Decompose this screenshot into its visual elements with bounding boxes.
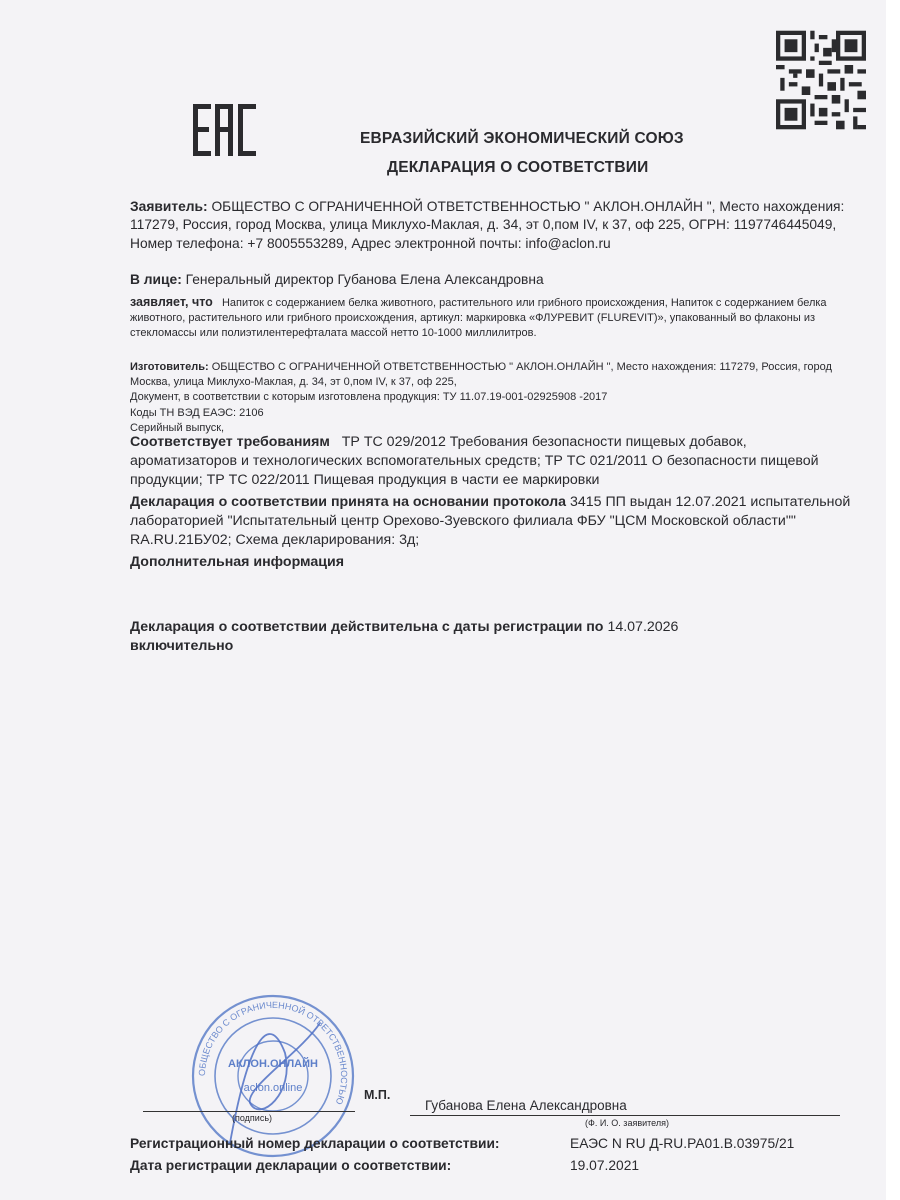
basis-text: 3415 ПП выдан 12.07.2021 испытательной лабораторией "Испытательный центр Орехово-Зуевского филиала ФБУ "ЦСМ Московской области"" RA.RU.21БУ02; Схема декларирования: 3д; bbox=[130, 494, 851, 548]
conforms-label: Соответствует требованиям bbox=[130, 434, 330, 450]
registration-number: ЕАЭС N RU Д-RU.РА01.В.03975/21 bbox=[570, 1136, 795, 1151]
declares-label: заявляет, что bbox=[130, 295, 213, 309]
person-label: В лице: bbox=[130, 272, 182, 287]
signature-caption: (подпись) bbox=[232, 1113, 273, 1123]
applicant-text: ОБЩЕСТВО С ОГРАНИЧЕННОЙ ОТВЕТСТВЕННОСТЬЮ " АКЛОН.ОНЛАЙН ", Место нахождения: 117279, Россия, город Москва, улица Миклухо-Маклая, д. 34, эт 0,пом IV, к 37, оф 225, ОГРН: 1197746445049, Номер телефона: +7 8005553289, Адрес электронной почты: info@aclon.ru bbox=[130, 199, 845, 251]
stamp-outer-text: ОБЩЕСТВО С ОГРАНИЧЕННОЙ ОТВЕТСТВЕННОСТЬЮ bbox=[196, 999, 350, 1106]
conforms-section bbox=[130, 433, 855, 490]
signature-line bbox=[143, 1111, 355, 1112]
applicant-section bbox=[130, 198, 855, 253]
additional-info-label: Дополнительная информация bbox=[130, 554, 344, 570]
eac-mark-icon bbox=[193, 100, 257, 160]
registration-date: 19.07.2021 bbox=[570, 1158, 640, 1173]
name-caption: (Ф. И. О. заявителя) bbox=[585, 1118, 669, 1128]
manufacturer-document: Документ, в соответствии с которым изготовлена продукция: ТУ 11.07.19-001-02925908 -2017 bbox=[130, 391, 608, 404]
stamp-inner-site: aclon.online bbox=[243, 1082, 303, 1094]
name-line bbox=[410, 1115, 840, 1116]
mp-label: М.П. bbox=[364, 1088, 391, 1102]
manufacturer-codes: Коды ТН ВЭД ЕАЭС: 2106 bbox=[130, 406, 264, 419]
manufacturer-section bbox=[130, 360, 855, 436]
manufacturer-label: Изготовитель: bbox=[130, 361, 209, 373]
document-title: ДЕКЛАРАЦИЯ О СООТВЕТСТВИИ bbox=[387, 159, 649, 176]
person-text: Генеральный директор Губанова Елена Александровна bbox=[185, 272, 544, 287]
applicant-label: Заявитель: bbox=[130, 199, 208, 214]
manufacturer-text: ОБЩЕСТВО С ОГРАНИЧЕННОЙ ОТВЕТСТВЕННОСТЬЮ " АКЛОН.ОНЛАЙН ", Место нахождения: 117279, Россия, город Москва, улица Миклухо-Маклая, д. 34, эт 0,пом IV, к 37, оф 225, bbox=[130, 361, 832, 389]
union-title: ЕВРАЗИЙСКИЙ ЭКОНОМИЧЕСКИЙ СОЮЗ bbox=[360, 130, 684, 147]
declares-section bbox=[130, 295, 855, 342]
validity-date: 14.07.2026 bbox=[607, 619, 679, 635]
basis-label: Декларация о соответствии принята на основании протокола bbox=[130, 494, 567, 510]
declares-text: Напиток с содержанием белка животного, растительного или грибного происхождения, Напиток с содержанием белка животного, растительного или грибного происхождения, артикул: маркировка «ФЛУРЕВИТ (FLUREVIT)», упакованный во флаконы из стекломассы или полиэтилентерефталата массой нетто 10-1000 миллилитров. bbox=[130, 297, 827, 340]
manufacturer-serial: Серийный выпуск, bbox=[130, 421, 225, 434]
conforms-text: ТР ТС 029/2012 Требования безопасности пищевых добавок, ароматизаторов и технологических вспомогательных средств; ТР ТС 021/2011 О безопасности пищевой продукции; ТР ТС 022/2011 Пищевая продукция в части ее маркировки bbox=[130, 434, 819, 488]
registration-number-label: Регистрационный номер декларации о соответствии: bbox=[130, 1136, 500, 1151]
registration-date-label: Дата регистрации декларации о соответствии: bbox=[130, 1158, 452, 1173]
qr-code-icon bbox=[776, 30, 866, 130]
applicant-name: Губанова Елена Александровна bbox=[425, 1098, 627, 1113]
person-section bbox=[130, 271, 855, 289]
stamp-inner-name: АКЛОН.ОНЛАЙН bbox=[228, 1058, 318, 1070]
validity-suffix: включительно bbox=[130, 638, 234, 654]
validity-section bbox=[130, 618, 770, 656]
basis-section bbox=[130, 493, 855, 550]
validity-label: Декларация о соответствии действительна с даты регистрации по bbox=[130, 619, 604, 635]
company-stamp bbox=[190, 993, 356, 1159]
